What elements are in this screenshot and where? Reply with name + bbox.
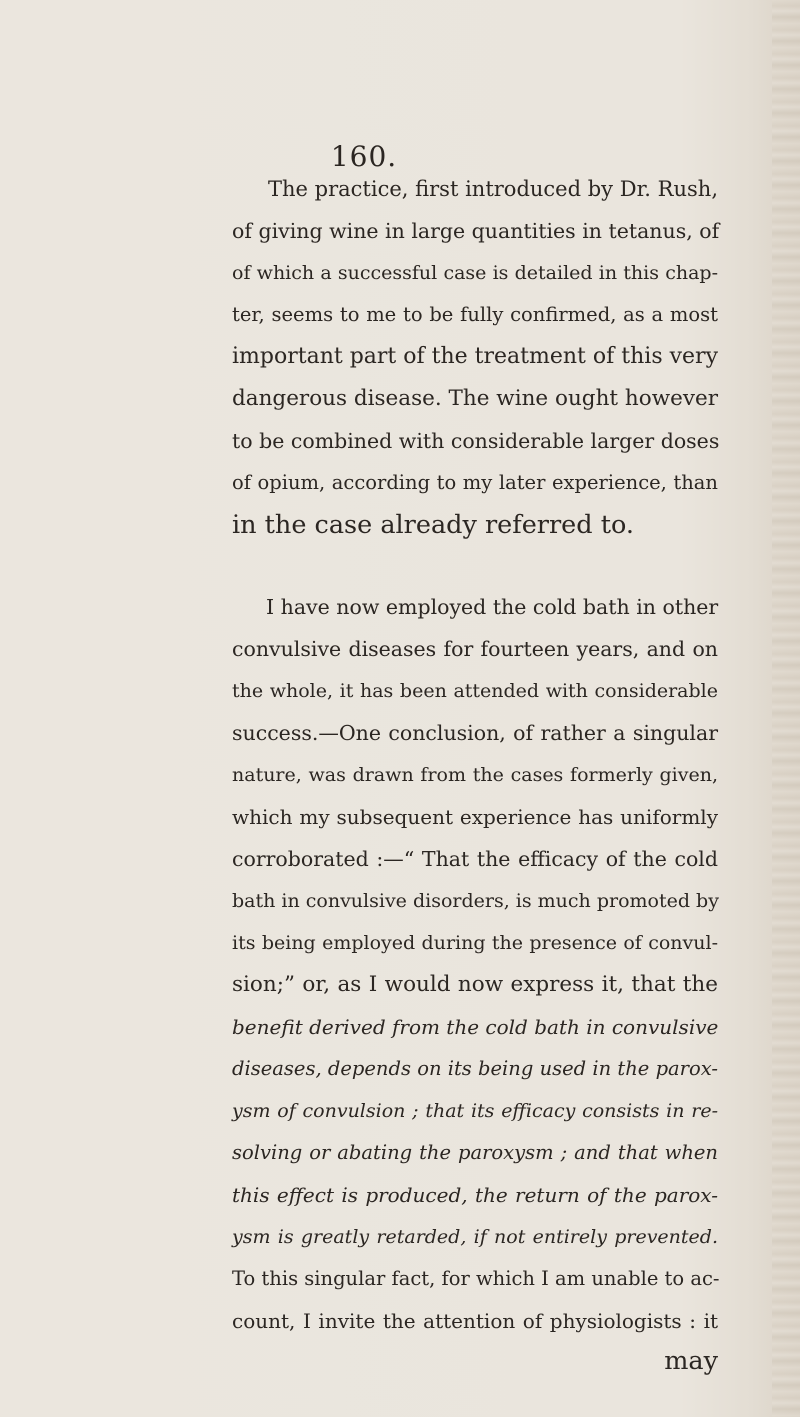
text-line: of opium, according to my later experience, than	[232, 471, 718, 494]
text-line: solving or abating the paroxysm ; and that when	[232, 1141, 718, 1164]
catchword: may	[664, 1346, 718, 1376]
text-line: corroborated :—“ That the efficacy of the cold	[232, 847, 718, 871]
text-line: of giving wine in large quantities in tetanus, of	[232, 219, 720, 243]
text-line: The practice, first introduced by Dr. Rush,	[268, 177, 718, 201]
text-line: in the case already referred to.	[232, 510, 634, 540]
text-line: bath in convulsive disorders, is much promoted by	[232, 890, 719, 912]
text-line: To this singular fact, for which I am unable to ac-	[232, 1267, 720, 1290]
text-line: convulsive diseases for fourteen years, and on	[232, 637, 718, 661]
text-line: ysm of convulsion ; that its efficacy consists in re-	[232, 1100, 718, 1122]
text-line: nature, was drawn from the cases formerly given,	[232, 764, 718, 786]
text-line: diseases, depends on its being used in the parox-	[232, 1057, 718, 1080]
text-line: I have now employed the cold bath in other	[266, 595, 719, 619]
text-line: of which a successful case is detailed in this chap-	[232, 262, 718, 284]
text-line: its being employed during the presence of convul-	[232, 932, 718, 954]
text-line: benefit derived from the cold bath in convulsive	[232, 1015, 719, 1039]
text-line: count, I invite the attention of physiologists : it	[232, 1309, 718, 1333]
page-number: 160.	[330, 140, 398, 173]
text-line: to be combined with considerable larger doses	[232, 429, 720, 453]
text-line: sion;” or, as I would now express it, that the	[232, 972, 718, 997]
text-line: the whole, it has been attended with considerable	[232, 680, 718, 702]
text-line: which my subsequent experience has uniformly	[232, 805, 718, 829]
text-line: this effect is produced, the return of the parox-	[232, 1183, 718, 1207]
page-edge	[772, 0, 800, 1417]
text-line: ysm is greatly retarded, if not entirely prevented.	[232, 1226, 718, 1248]
text-line: dangerous disease. The wine ought however	[232, 386, 718, 411]
text-line: success.—One conclusion, of rather a singular	[232, 721, 718, 745]
text-line: important part of the treatment of this very	[232, 344, 718, 369]
text-line: ter, seems to me to be fully confirmed, as a most	[232, 303, 718, 326]
